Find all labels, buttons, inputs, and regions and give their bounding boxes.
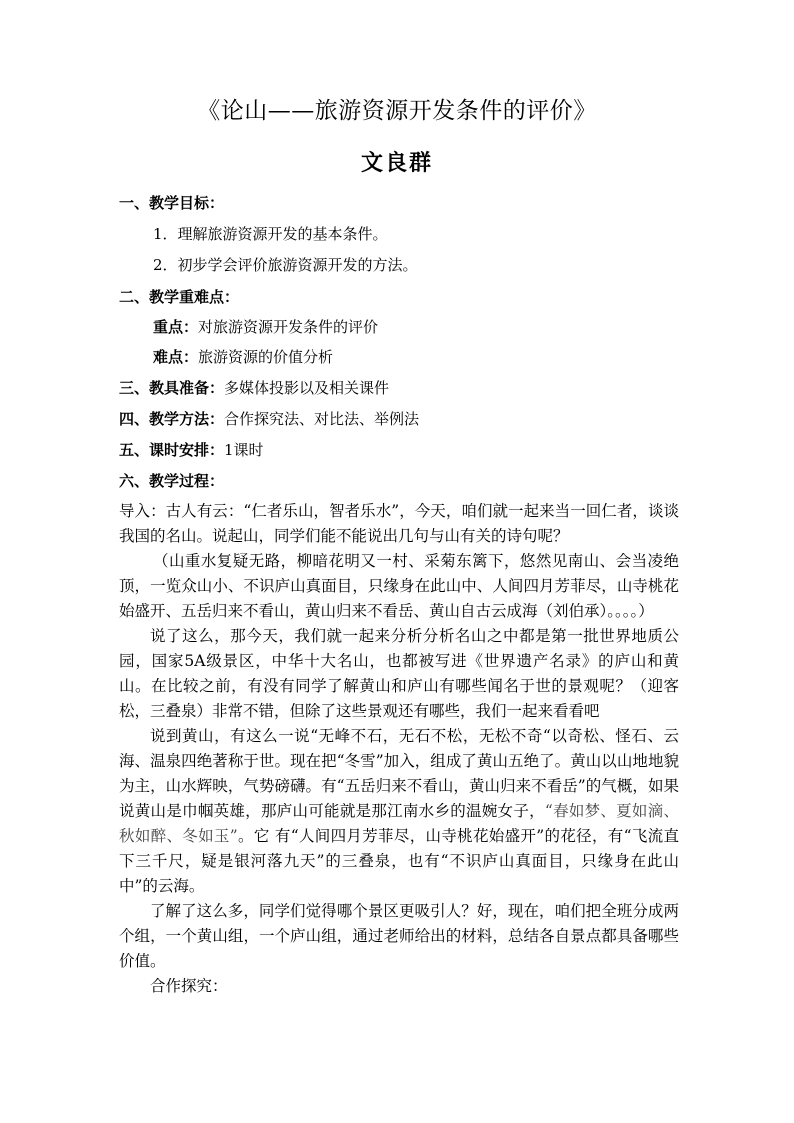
lushan-seasons-quote: “春如梦、夏如滴、秋如醉、冬如玉” <box>119 802 679 845</box>
class-hours-text: 1课时 <box>224 441 264 459</box>
section-heading-objectives: 一、教学目标： <box>119 194 225 212</box>
lushan-text: 。它 有“人间四月芳菲尽，山寺桃花始盛开”的花径，有“飞流直下三千尺，疑是银河落九天”的三叠泉，也有“不识庐山真面目，只缘身在此山中”的云海。 <box>119 827 679 895</box>
huangshan-lushan-paragraph <box>119 724 679 899</box>
key-point-text: 对旅游资源开发条件的评价 <box>198 318 379 336</box>
difficult-point-label: 难点： <box>153 348 199 366</box>
intro-paragraph: 导入：古人有云：“仁者乐山，智者乐水”，今天，咱们就一起来当一回仁者，谈谈我国的名山。说起山，同学们能不能说出几句与山有关的诗句呢？ <box>119 502 679 545</box>
section-heading-process: 六、教学过程： <box>119 472 225 490</box>
teaching-aids-label: 三、教具准备： <box>119 379 225 397</box>
teaching-methods-text: 合作探究法、对比法、举例法 <box>224 410 420 428</box>
document-author: 文良群 <box>360 150 433 176</box>
cooperative-inquiry-label: 合作探究： <box>150 977 228 995</box>
class-hours-label: 五、课时安排： <box>119 441 225 459</box>
huangshan-text: 说到黄山，有这么一说“无峰不石，无石不松，无松不奇“以奇松、怪石、云海、温泉四绝著称于世。现在把“冬雪”加入，组成了黄山五绝了。黄山以山地地貌为主，山水辉映，气势磅礴。有“五岳归来不看山，黄山归来不看岳”的气概，如果说黄山是巾帼英雄，那庐山可能就是那江南水乡的温婉女子， <box>119 727 679 820</box>
objective-item-2: 2．初步学会评价旅游资源开发的方法。 <box>153 256 418 274</box>
key-point-line <box>153 317 378 337</box>
difficult-point-text: 旅游资源的价值分析 <box>198 348 334 366</box>
poems-paragraph: （山重水复疑无路，柳暗花明又一村、采菊东篱下，悠然见南山、会当凌绝顶，一览众山小、不识庐山真面目，只缘身在此山中、人间四月芳菲尽，山寺桃花始盛开、五岳归来不看山，黄山归来不看岳、黄山自古云成海（刘伯承）。。。。） <box>119 552 679 620</box>
objective-item-1: 1．理解旅游资源开发的基本条件。 <box>153 225 388 243</box>
teaching-methods-line <box>119 409 419 429</box>
difficult-point-line <box>153 347 333 367</box>
teaching-aids-line <box>119 378 389 398</box>
section-heading-key-points: 二、教学重难点： <box>119 288 240 306</box>
document-title: 《论山——旅游资源开发条件的评价》 <box>197 98 597 124</box>
class-hours-line <box>119 440 264 460</box>
key-point-label: 重点： <box>153 318 199 336</box>
comparison-paragraph: 说了这么，那今天，我们就一起来分析分析名山之中都是第一批世界地质公园，国家5A级景区，中华十大名山，也都被写进《世界遗产名录》的庐山和黄山。在比较之前，有没有同学了解黄山和庐山有哪些闻名于世的景观呢？（迎客松，三叠泉）非常不错，但除了这些景观还有哪些，我们一起来看看吧 <box>119 627 679 720</box>
lesson-body <box>119 499 679 999</box>
group-activity-paragraph: 了解了这么多，同学们觉得哪个景区更吸引人？好，现在，咱们把全班分成两个组，一个黄山组，一个庐山组，通过老师给出的材料，总结各自景点都具备哪些价值。 <box>119 902 679 970</box>
teaching-aids-text: 多媒体投影以及相关课件 <box>224 379 390 397</box>
teaching-methods-label: 四、教学方法： <box>119 410 225 428</box>
